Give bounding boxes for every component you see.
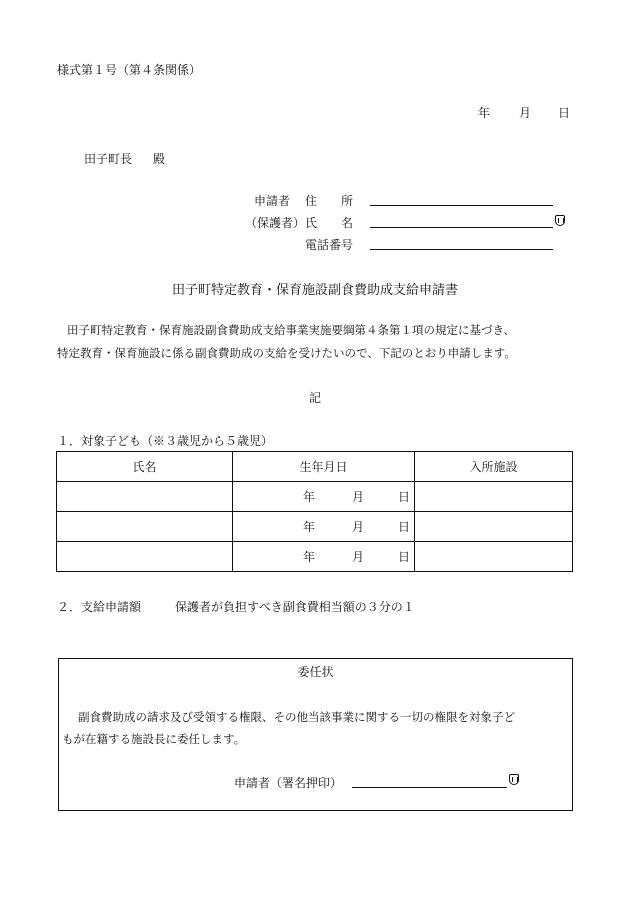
column-header-facility: 入所施設 <box>415 452 573 482</box>
ki-marker: 記 <box>308 391 321 405</box>
document-title: 田子町特定教育・保育施設副食費助成支給申請書 <box>171 283 458 298</box>
date-month: 月 <box>519 106 532 120</box>
delegation-title: 委任状 <box>297 665 334 679</box>
addressee-honorific: 殿 <box>153 152 166 166</box>
birth-year: 年 <box>303 550 316 564</box>
table-row <box>57 482 573 512</box>
child-birthdate-cell[interactable] <box>233 542 415 572</box>
child-name-cell[interactable] <box>57 542 233 572</box>
table-row <box>57 542 573 572</box>
form-number: 様式第１号（第４条関係） <box>57 63 202 77</box>
body-line-2: 特定教育・保育施設に係る副食費助成の支給を受けたいので、下記のとおり申請します。 <box>57 346 516 360</box>
child-facility-cell[interactable] <box>415 512 573 542</box>
signature-label: 申請者（署名押印） <box>234 776 343 790</box>
birth-month: 月 <box>352 550 365 564</box>
birth-year: 年 <box>303 520 316 534</box>
guardian-label: （保護者） <box>245 216 306 230</box>
address-field[interactable] <box>370 205 553 206</box>
table-row <box>57 512 573 542</box>
child-birthdate-cell[interactable] <box>233 482 415 512</box>
birth-day: 日 <box>398 550 411 564</box>
seal-icon <box>555 215 565 226</box>
name-label: 氏 名 <box>305 216 354 230</box>
seal-icon <box>509 774 519 785</box>
table-header-row <box>57 452 573 482</box>
child-facility-cell[interactable] <box>415 542 573 572</box>
birth-month: 月 <box>352 490 365 504</box>
section2-label: ２．支給申請額 <box>57 600 142 614</box>
section1-heading: １．対象子ども（※３歳児から５歳児） <box>57 434 274 448</box>
phone-label: 電話番号 <box>305 238 354 252</box>
child-name-cell[interactable] <box>57 482 233 512</box>
delegation-text-line-2: もが在籍する施設長に委任します。 <box>62 732 246 746</box>
column-header-name: 氏名 <box>57 452 233 482</box>
date-day: 日 <box>558 106 571 120</box>
addressee-name: 田子町長 <box>84 152 133 166</box>
birth-day: 日 <box>398 490 411 504</box>
birth-month: 月 <box>352 520 365 534</box>
date-year: 年 <box>478 106 491 120</box>
body-line-1: 田子町特定教育・保育施設副食費助成支給事業実施要綱第４条第１項の規定に基づき、 <box>67 323 516 337</box>
name-field[interactable] <box>370 227 553 228</box>
section2-description: 保護者が負担すべき副食費相当額の３分の１ <box>175 600 415 614</box>
birth-day: 日 <box>398 520 411 534</box>
children-table <box>56 451 573 572</box>
child-birthdate-cell[interactable] <box>233 512 415 542</box>
delegation-text-line-1: 副食費助成の請求及び受領する権限、その他当該事業に関する一切の権限を対象子ど <box>78 710 515 724</box>
child-facility-cell[interactable] <box>415 482 573 512</box>
delegation-box <box>58 658 573 811</box>
applicant-label: 申請者 <box>254 194 291 208</box>
address-label: 住 所 <box>305 194 354 208</box>
signature-field[interactable] <box>352 787 507 788</box>
birth-year: 年 <box>303 490 316 504</box>
child-name-cell[interactable] <box>57 512 233 542</box>
column-header-birthdate: 生年月日 <box>233 452 415 482</box>
phone-field[interactable] <box>370 249 553 250</box>
